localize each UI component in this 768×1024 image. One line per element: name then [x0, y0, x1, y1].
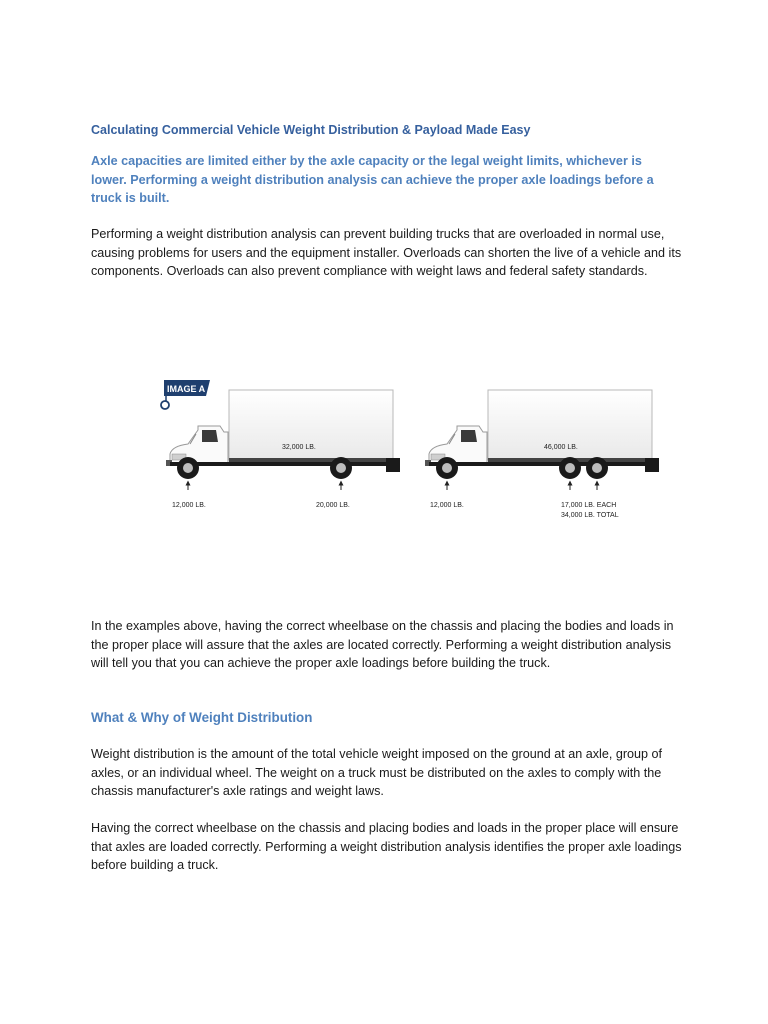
truck2-rear-axle-total: 34,000 LB. TOTAL [561, 512, 619, 519]
truck2-front-axle-weight: 12,000 LB. [430, 502, 464, 509]
truck2-body-weight: 46,000 LB. [544, 444, 578, 451]
paragraph-intro: Performing a weight distribution analysis can prevent building trucks that are overloaded in normal use, causing problems for users and the equipment installer. Overloads can shorten the live of a vehicle and its components. Overloads can also prevent compliance with weight laws and federal safety standards. [91, 227, 682, 279]
document-subtitle: Axle capacities are limited either by the axle capacity or the legal weight limits, whichever is lower. Performing a weight distribution analysis can achieve the proper axle loadings before a truck is built. [91, 154, 654, 205]
truck1-rear-axle-weight: 20,000 LB. [316, 502, 350, 509]
document-title: Calculating Commercial Vehicle Weight Distribution & Payload Made Easy [91, 123, 531, 137]
truck-diagram [150, 350, 680, 530]
paragraph-examples: In the examples above, having the correct wheelbase on the chassis and placing the bodies and loads in the proper place will assure that the axles are located correctly. Performing a weight distribution analysis will tell you that you can achieve the proper axle loadings before building the truck. [91, 619, 674, 671]
truck1-front-axle-weight: 12,000 LB. [172, 502, 206, 509]
section-heading: What & Why of Weight Distribution [91, 710, 313, 725]
truck2-rear-axle-each: 17,000 LB. EACH [561, 502, 617, 509]
image-a-tag-label: IMAGE A [167, 384, 206, 394]
truck-tandem-axle [425, 390, 659, 519]
paragraph-wheelbase: Having the correct wheelbase on the chassis and placing bodies and loads in the proper place will ensure that axles are loaded correctly. Performing a weight distribution analysis identifies the proper axle loadings before building a truck. [91, 821, 682, 873]
paragraph-definition: Weight distribution is the amount of the total vehicle weight imposed on the ground at an axle, group of axles, or an individual wheel. The weight on a truck must be distributed on the axles to comply with the chassis manufacturer's axle ratings and weight laws. [91, 747, 663, 799]
truck-single-axle [166, 390, 400, 509]
truck1-body-weight: 32,000 LB. [282, 444, 316, 451]
truck-weight-figure [150, 350, 680, 530]
image-a-tag [161, 380, 210, 409]
